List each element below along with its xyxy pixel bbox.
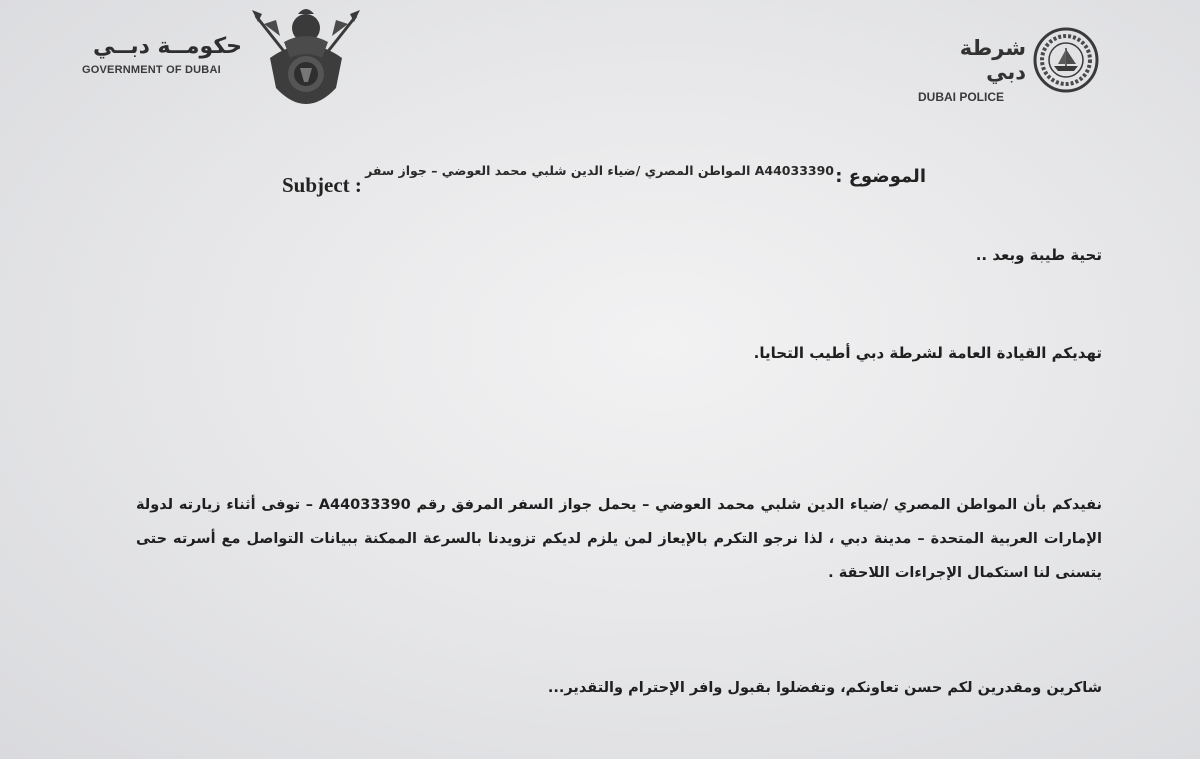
dubai-police-logo	[918, 36, 1038, 104]
main-paragraph: نفيدكم بأن المواطن المصري /ضياء الدين شلبي محمد العوضي – يحمل جواز السفر المرفق رقم A44033390 – توفى أثناء زيارته لدولة الإمارات العربية المتحدة – مدينة دبي ، لذا نرجو التكرم بالإيعاز لمن يلزم لديكم تزويدنا بالسرعة الممكنة ببيانات التواصل مع أسرته حتى يتسنى لنا استكمال الإجراءات اللاحقة .	[136, 497, 1103, 581]
intro-line: تهديكم القيادة العامة لشرطة دبي أطيب التحايا.	[753, 344, 1102, 362]
subject-value: A44033390 المواطن المصري /ضياء الدين شلبي محمد العوضي – جواز سفر	[365, 163, 834, 178]
government-of-dubai-logo	[82, 34, 252, 76]
government-name-english: GOVERNMENT OF DUBAI	[82, 64, 221, 76]
subject-label-english: Subject :	[282, 173, 362, 197]
falcon-emblem-icon	[250, 2, 362, 114]
closing-line: شاكرين ومقدرين لكم حسن تعاونكم، وتفضلوا بقبول وافر الإحترام والتقدير...	[547, 680, 1102, 696]
police-name-arabic: شرطة دبي	[959, 36, 1026, 84]
subject-label-arabic: الموضوع :	[835, 166, 926, 187]
dubai-police-emblem-icon	[1032, 26, 1100, 94]
police-name-english: DUBAI POLICE	[918, 90, 1005, 104]
government-name-arabic: حكومــة دبــي	[93, 34, 242, 59]
greeting-line: تحية طيبة وبعد ..	[975, 246, 1102, 264]
